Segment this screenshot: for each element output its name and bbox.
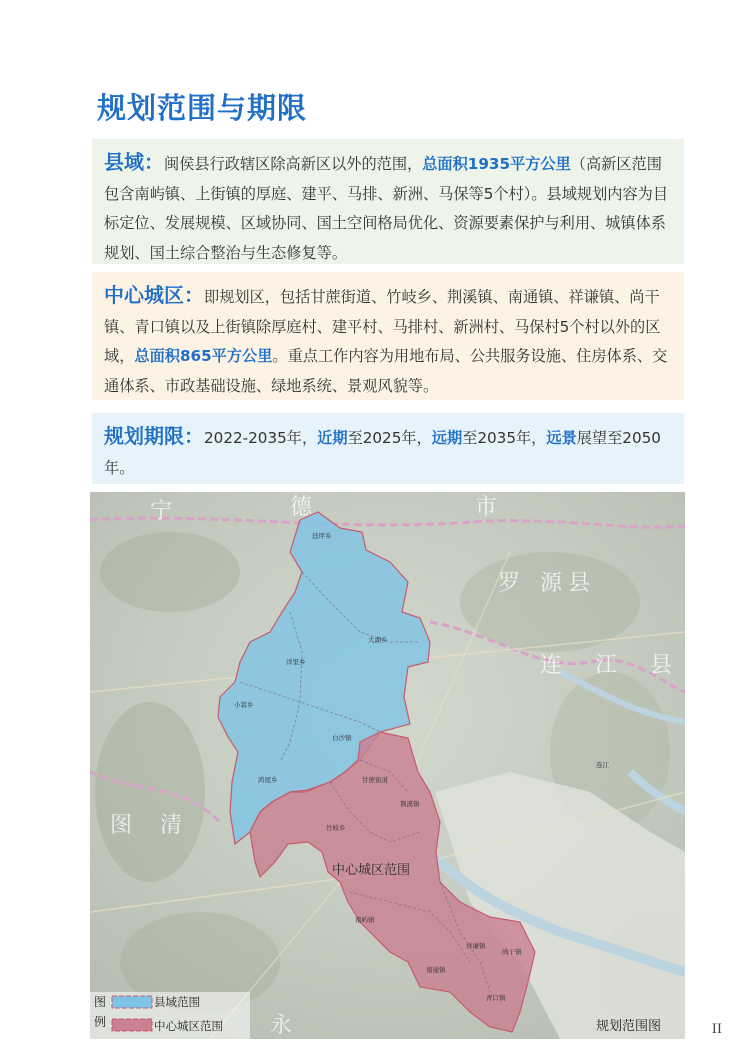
town-label-jingxi: 荆溪镇 <box>400 801 420 808</box>
region-label-lian: 连 <box>540 652 563 677</box>
town-label-nantong: 南通镇 <box>426 967 446 974</box>
town-label-yangli: 洋里乡 <box>286 659 306 666</box>
county-scope-text-1: 闽侯县行政辖区除高新区以外的范围， <box>164 155 423 173</box>
period-text-1: 2022-2035年， <box>204 429 318 447</box>
period-vision: 远景 <box>546 429 577 447</box>
region-label-yong: 永 <box>270 1012 293 1037</box>
legend-title-bottom: 例 <box>94 1015 107 1029</box>
region-label-xian2: 县 <box>650 652 673 677</box>
region-label-ning: 宁 <box>150 498 173 523</box>
map-svg <box>90 492 685 1039</box>
town-label-qingkou: 青口镇 <box>486 995 506 1002</box>
town-label-zhuqi: 竹岐乡 <box>326 825 346 832</box>
map-caption: 规划范围图 <box>596 1018 662 1033</box>
page-title: 规划范围与期限 <box>97 91 308 125</box>
region-label-qing: 清 <box>160 812 183 837</box>
region-label-tu: 图 <box>110 812 133 837</box>
region-label-luo: 罗 <box>498 570 521 595</box>
town-label-xiangqian: 祥谦镇 <box>466 943 486 950</box>
legend-county-swatch <box>112 996 152 1008</box>
center-scope-text-1: 即规划区，包括甘蔗街道、竹岐乡、荆溪镇、南通镇、祥谦镇、尚干镇、青口镇以及上街镇除厚庭村、建平村、马排村、新洲村、马保村5个村以外的区域， <box>104 288 661 365</box>
town-label-tingping: 廷坪乡 <box>312 533 332 540</box>
town-label-ganzhe: 甘蔗街道 <box>362 777 388 784</box>
center-scope-text-2: 。重点工作内容为用地布局、公共服务设施、住房体系、交通体系、市政基础设施、绿地系统、景观风貌等。 <box>104 347 668 395</box>
region-label-xian: 县 <box>568 570 591 595</box>
center-region-label: 中心城区范围 <box>332 862 411 877</box>
county-scope-lead: 县域： <box>104 150 164 174</box>
period-text-3: 至2035年， <box>462 429 547 447</box>
period-text-4: 展望至2050年。 <box>104 429 661 477</box>
center-scope-lead: 中心城区： <box>104 283 204 307</box>
town-label-shanggan: 尚干镇 <box>502 949 522 956</box>
region-label-de: 德 <box>290 494 313 519</box>
center-scope-box <box>92 272 684 400</box>
legend-county-label: 县域范围 <box>154 997 200 1009</box>
period-text-2: 至2025年， <box>347 429 432 447</box>
region-label-jiang: 江 <box>595 652 618 677</box>
region-label-yuan: 源 <box>540 570 563 595</box>
period-box <box>92 413 684 484</box>
period-near-term: 近期 <box>317 429 348 447</box>
county-scope-text-2: （高新区范围包含南屿镇、上街镇的厚庭、建平、马排、新洲、马保等5个村）。县域规划内容为目标定位、发展规模、区域协同、国土空间格局优化、资源要素保护与利用、城镇体系规划、国土综合整治与生态修复等。 <box>104 155 669 262</box>
town-label-baisha: 白沙镇 <box>332 735 352 742</box>
map-legend <box>90 992 250 1039</box>
county-area-highlight: 总面积1935平方公里 <box>422 155 571 173</box>
page-number: II <box>711 1022 722 1037</box>
region-label-shi: 市 <box>475 494 498 519</box>
legend-title-top: 图 <box>94 995 107 1009</box>
planning-scope-map <box>90 492 685 1039</box>
period-long-term: 远期 <box>431 429 463 447</box>
period-lead: 规划期限： <box>104 424 204 448</box>
town-label-nanyu: 南屿镇 <box>355 917 375 924</box>
county-scope-box <box>92 139 684 264</box>
legend-center-swatch <box>112 1019 152 1031</box>
legend-center-label: 中心城区范围 <box>154 1021 223 1033</box>
town-label-lianjiang: 连江 <box>596 762 609 769</box>
center-area-highlight: 总面积865平方公里 <box>134 347 273 365</box>
town-label-hongwei: 鸿尾乡 <box>258 777 278 784</box>
town-label-xiaoruo: 小箬乡 <box>234 702 254 709</box>
town-label-dahu: 大湖乡 <box>368 637 388 644</box>
